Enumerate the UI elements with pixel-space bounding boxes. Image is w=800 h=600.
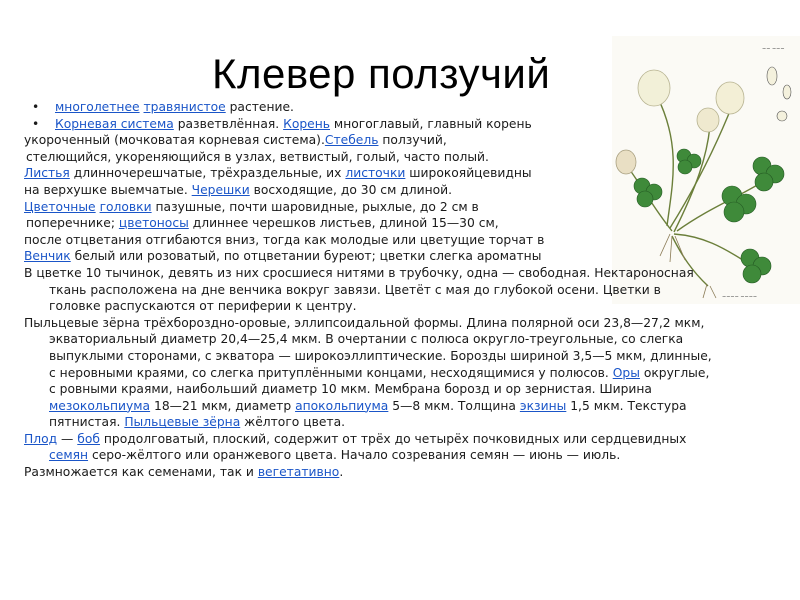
link-fruit[interactable]: Плод [24, 431, 58, 446]
link-pollen-grains[interactable]: Пыльцевые зёрна [124, 415, 241, 430]
link-mesocolpium[interactable]: мезокольпиума [49, 398, 151, 413]
link-root[interactable]: Корень [283, 116, 331, 131]
paragraph-propagation: Размножается как семенами, так и вегетативно. [24, 465, 344, 480]
link-peduncles[interactable]: цветоносы [118, 216, 189, 231]
link-pores[interactable]: Оры [612, 365, 640, 380]
text-line-7: Цветочные головки пазушные, почти шаровидные, рыхлые, до 2 см в [24, 199, 479, 214]
page-title: Клевер ползучий [212, 50, 551, 97]
link-root-system[interactable]: Корневая система [55, 116, 174, 131]
svg-text:~~ ~~~: ~~ ~~~ [762, 46, 785, 52]
link-leaflets[interactable]: листочки [345, 166, 406, 181]
link-vegetatively[interactable]: вегетативно [257, 465, 340, 480]
bullet-line-2: • Корневая система разветвлённая. Корень многоглавый, главный корень [24, 116, 714, 133]
link-herbaceous[interactable]: травянистое [143, 100, 226, 114]
link-leaves[interactable]: Листья [24, 166, 70, 181]
paragraph-fruit: Плод — боб продолговатый, плоский, содержит от трёх до четырёх почковидных или сердцевидных семян серо-жёлтого или оранжевого цвета. Начало созревания семян — июнь — июль. [24, 431, 687, 463]
link-legume[interactable]: боб [77, 431, 100, 446]
link-apocolpium[interactable]: апокольпиума [295, 398, 389, 413]
article-body [24, 99, 714, 481]
link-floral[interactable]: Цветочные [24, 199, 96, 214]
paragraph-pollen: Пыльцевые зёрна трёхбороздно-оровые, эллипсоидальной формы. Длина полярной оси 23,8—27,2 мкм, экваториальный диаметр 20,4—25,4 мкм. В очертании с полюса округло-треугольные, со слегка выпуклыми сторонами, с экватора — широкоэллиптические. Борозды шириной 3,5—5 мкм, длинные, с неровными краями, со слегка притуплёнными концами, несходящимися у полюсов. Оры округлые, с ровными краями, наибольший диаметр 10 мкм. Мембрана борозд и ор зернистая. Ширина мезокольпиума 18—21 мкм, диаметр апокольпиума 5—8 мкм. Толщина экзины 1,5 мкм. Текстура пятнистая. Пыльцевые зёрна жёлтого цвета. [24, 315, 712, 430]
link-corolla[interactable]: Венчик [24, 249, 71, 264]
text-line-9: после отцветания отгибаются вниз, тогда как молодые или цветущие торчат в [24, 232, 545, 247]
text-line-3: укороченный (мочковатая корневая система).Стебель ползучий, [24, 133, 447, 148]
link-petioles[interactable]: Черешки [191, 182, 250, 197]
link-heads[interactable]: головки [99, 199, 152, 214]
link-exine[interactable]: экзины [519, 398, 567, 413]
bullet-line-1: • многолетнее травянистое растение. [24, 99, 714, 116]
link-perennial[interactable]: многолетнее [55, 100, 140, 114]
text-line-6: на верхушке выемчатые. Черешки восходящие, до 30 см длиной. [24, 182, 453, 197]
paragraph-stamens: В цветке 10 тычинок, девять из них сросшиеся нитями в трубочку, одна — свободная. Нектароносная ткань расположена на дне венчика вокруг завязи. Цветёт с мая до глубокой осени. Цветки в головке распускаются от периферии к центру. [24, 265, 694, 314]
text-line-5: Листья длинночерешчатые, трёхраздельные, их листочки широкояйцевидны [24, 166, 532, 181]
text-line-4: стелющийся, укореняющийся в узлах, ветвистый, голый, часто полый. [26, 149, 489, 164]
text-line-10: Венчик белый или розоватый, по отцветании буреют; цветки слегка ароматны [24, 249, 542, 264]
link-stem[interactable]: Стебель [324, 133, 379, 148]
svg-text:~~~~ ~~~~: ~~~~ ~~~~ [722, 294, 758, 300]
text-line-8: поперечнике; цветоносы длиннее черешков листьев, длиной 15—30 см, [26, 216, 499, 231]
link-seeds[interactable]: семян [49, 448, 89, 463]
